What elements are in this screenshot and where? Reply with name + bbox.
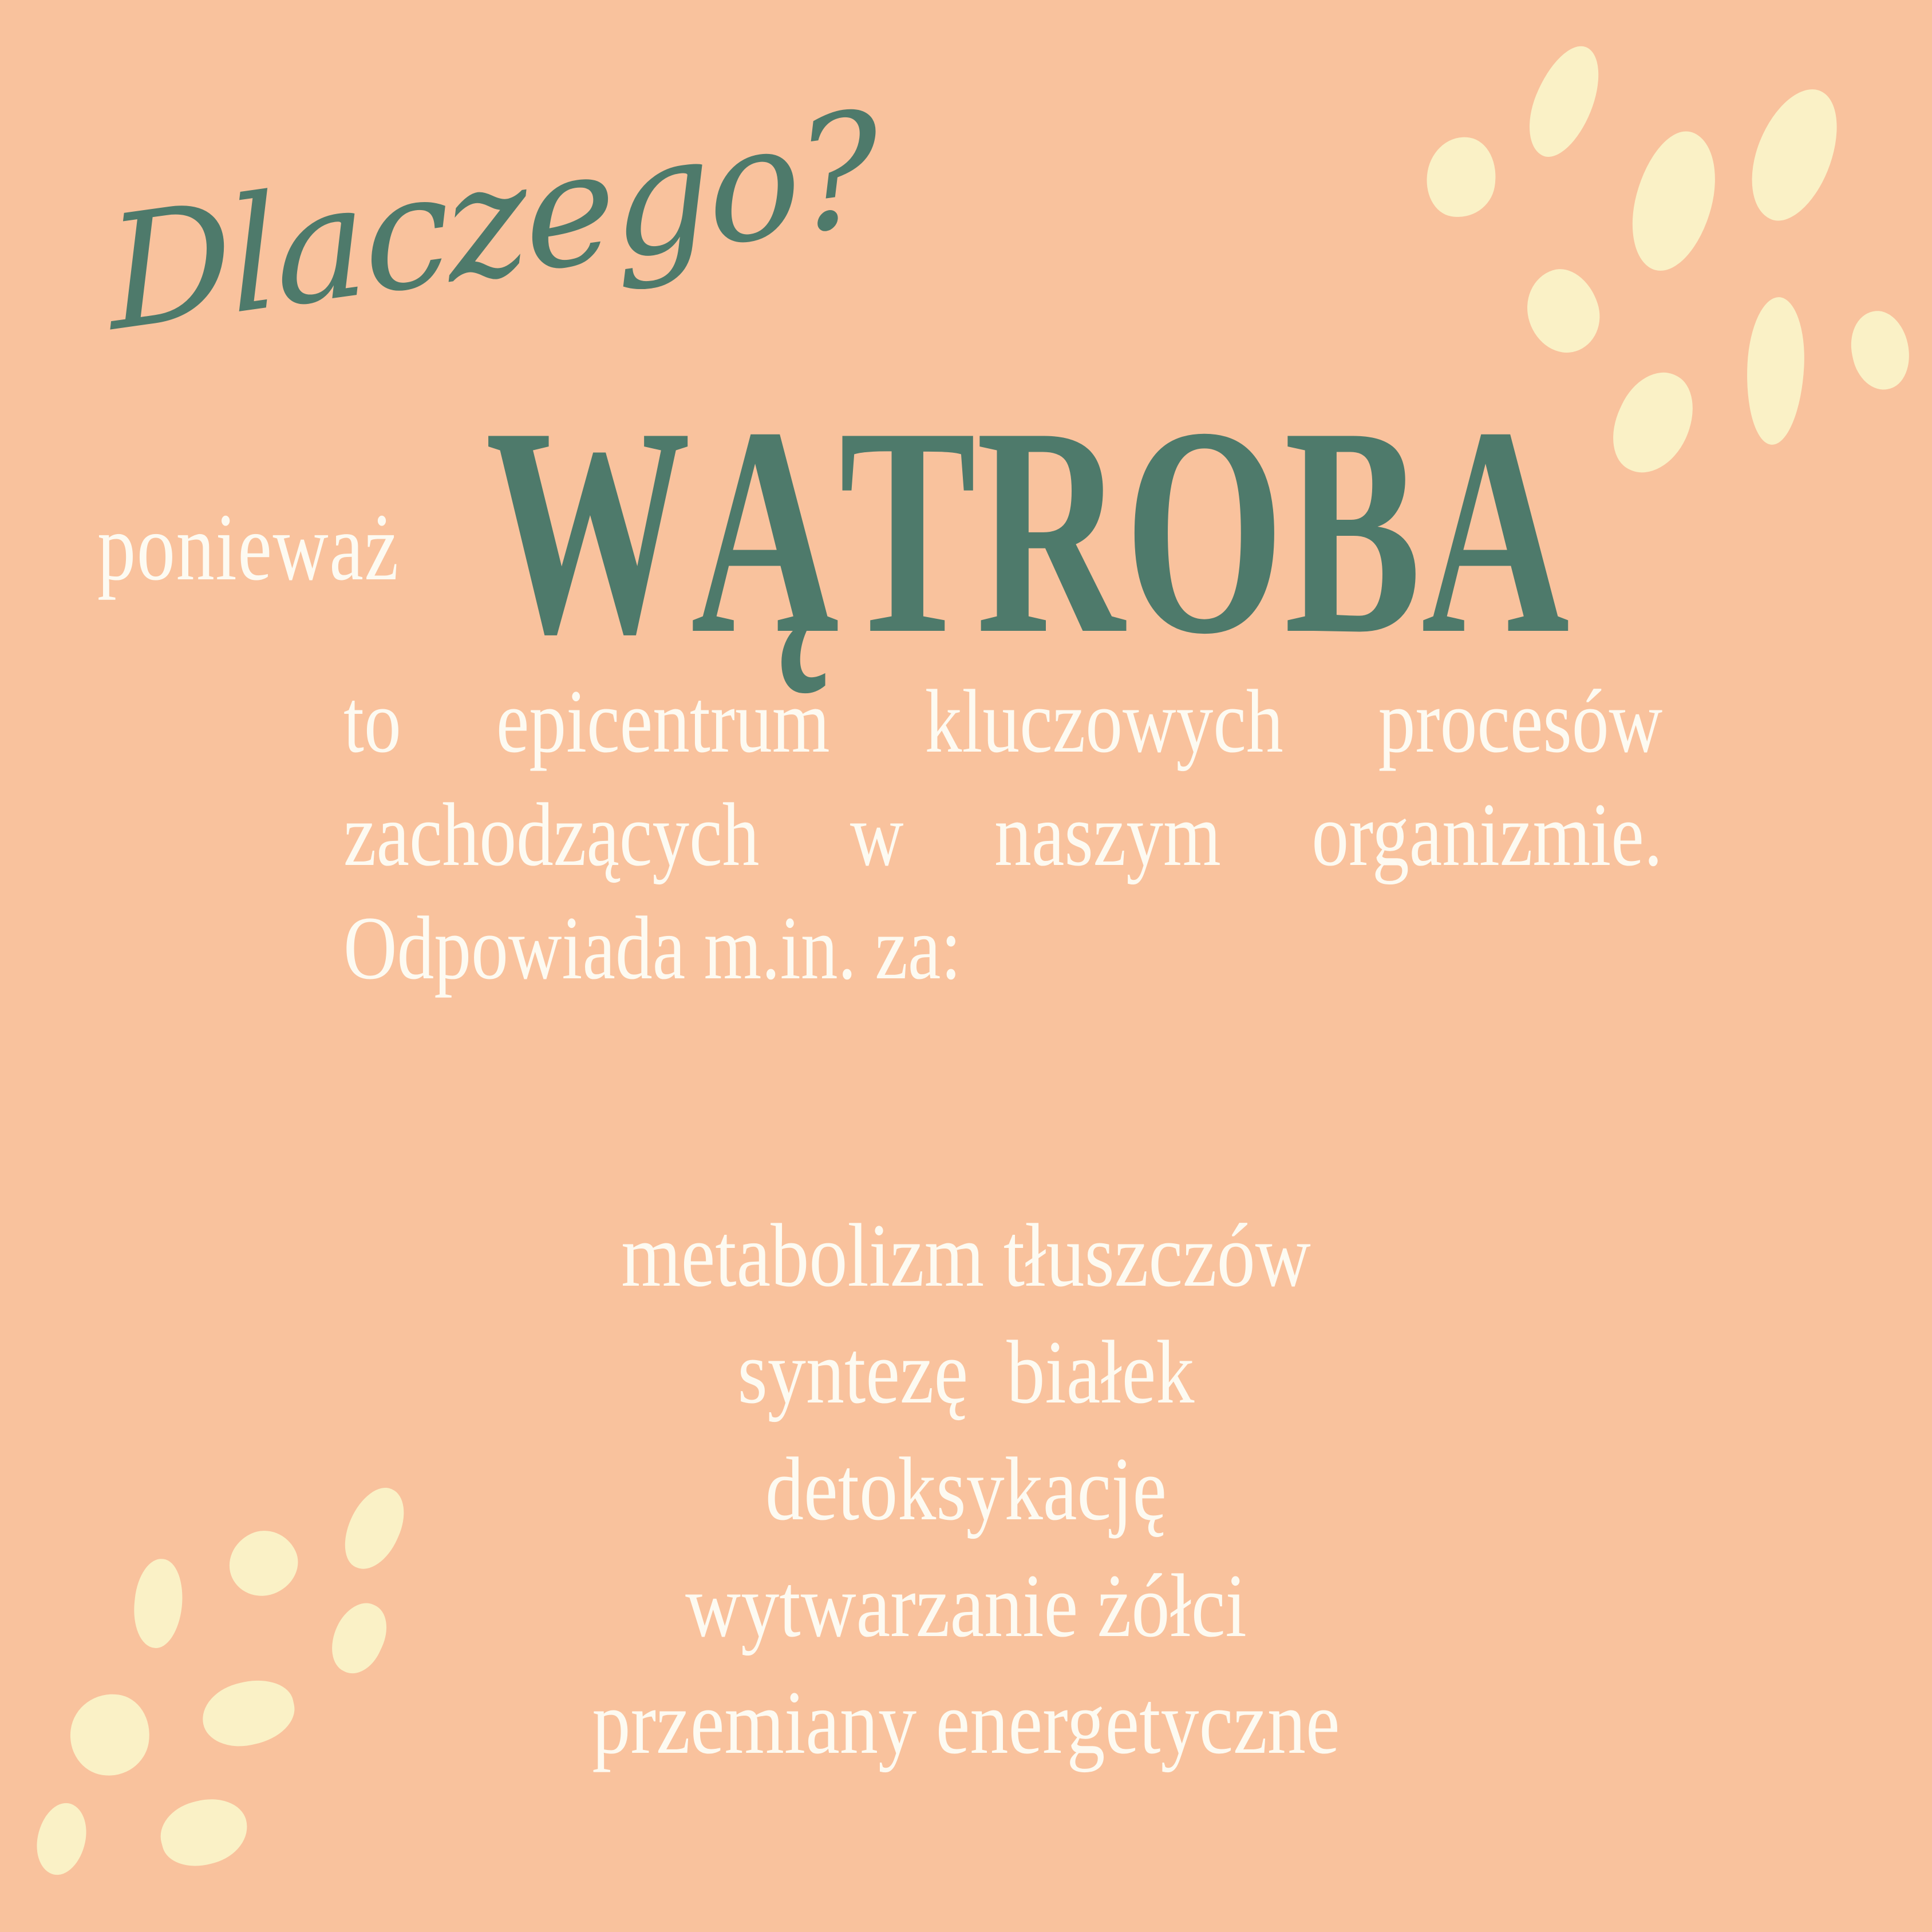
dot-blob: [1844, 306, 1917, 395]
list-item: wytwarzanie żółci: [685, 1556, 1247, 1656]
dot-blob: [1598, 360, 1708, 485]
dot-blob: [31, 1799, 93, 1879]
list-item: metabolizm tłuszczów: [621, 1206, 1311, 1306]
dot-blob: [1421, 132, 1503, 223]
list-item: detoksykację: [765, 1439, 1167, 1539]
dot-blob: [1735, 77, 1855, 232]
liver-functions-list: [145, 1198, 1787, 1781]
dot-blob: [1516, 37, 1612, 166]
intro-paragraph-line: Odpowiada m.in. za:: [343, 898, 962, 998]
dot-blob: [153, 1790, 255, 1875]
dot-blob: [1619, 123, 1729, 280]
list-item: przemiany energetyczne: [592, 1673, 1340, 1773]
intro-paragraph-line: zachodzących w naszym organizmie.: [343, 785, 1663, 885]
intro-paragraph-line: to epicentrum kluczowych procesów: [343, 671, 1663, 772]
main-title: WĄTROBA: [485, 366, 1570, 696]
lead-in-text: ponieważ: [97, 494, 400, 600]
intro-paragraph: [343, 665, 1662, 1005]
list-item: syntezę białek: [737, 1322, 1195, 1423]
script-heading: Dlaczego?: [102, 77, 883, 366]
dot-blob: [1743, 296, 1807, 447]
dot-blob: [65, 1689, 155, 1781]
dot-blob: [1516, 260, 1609, 362]
